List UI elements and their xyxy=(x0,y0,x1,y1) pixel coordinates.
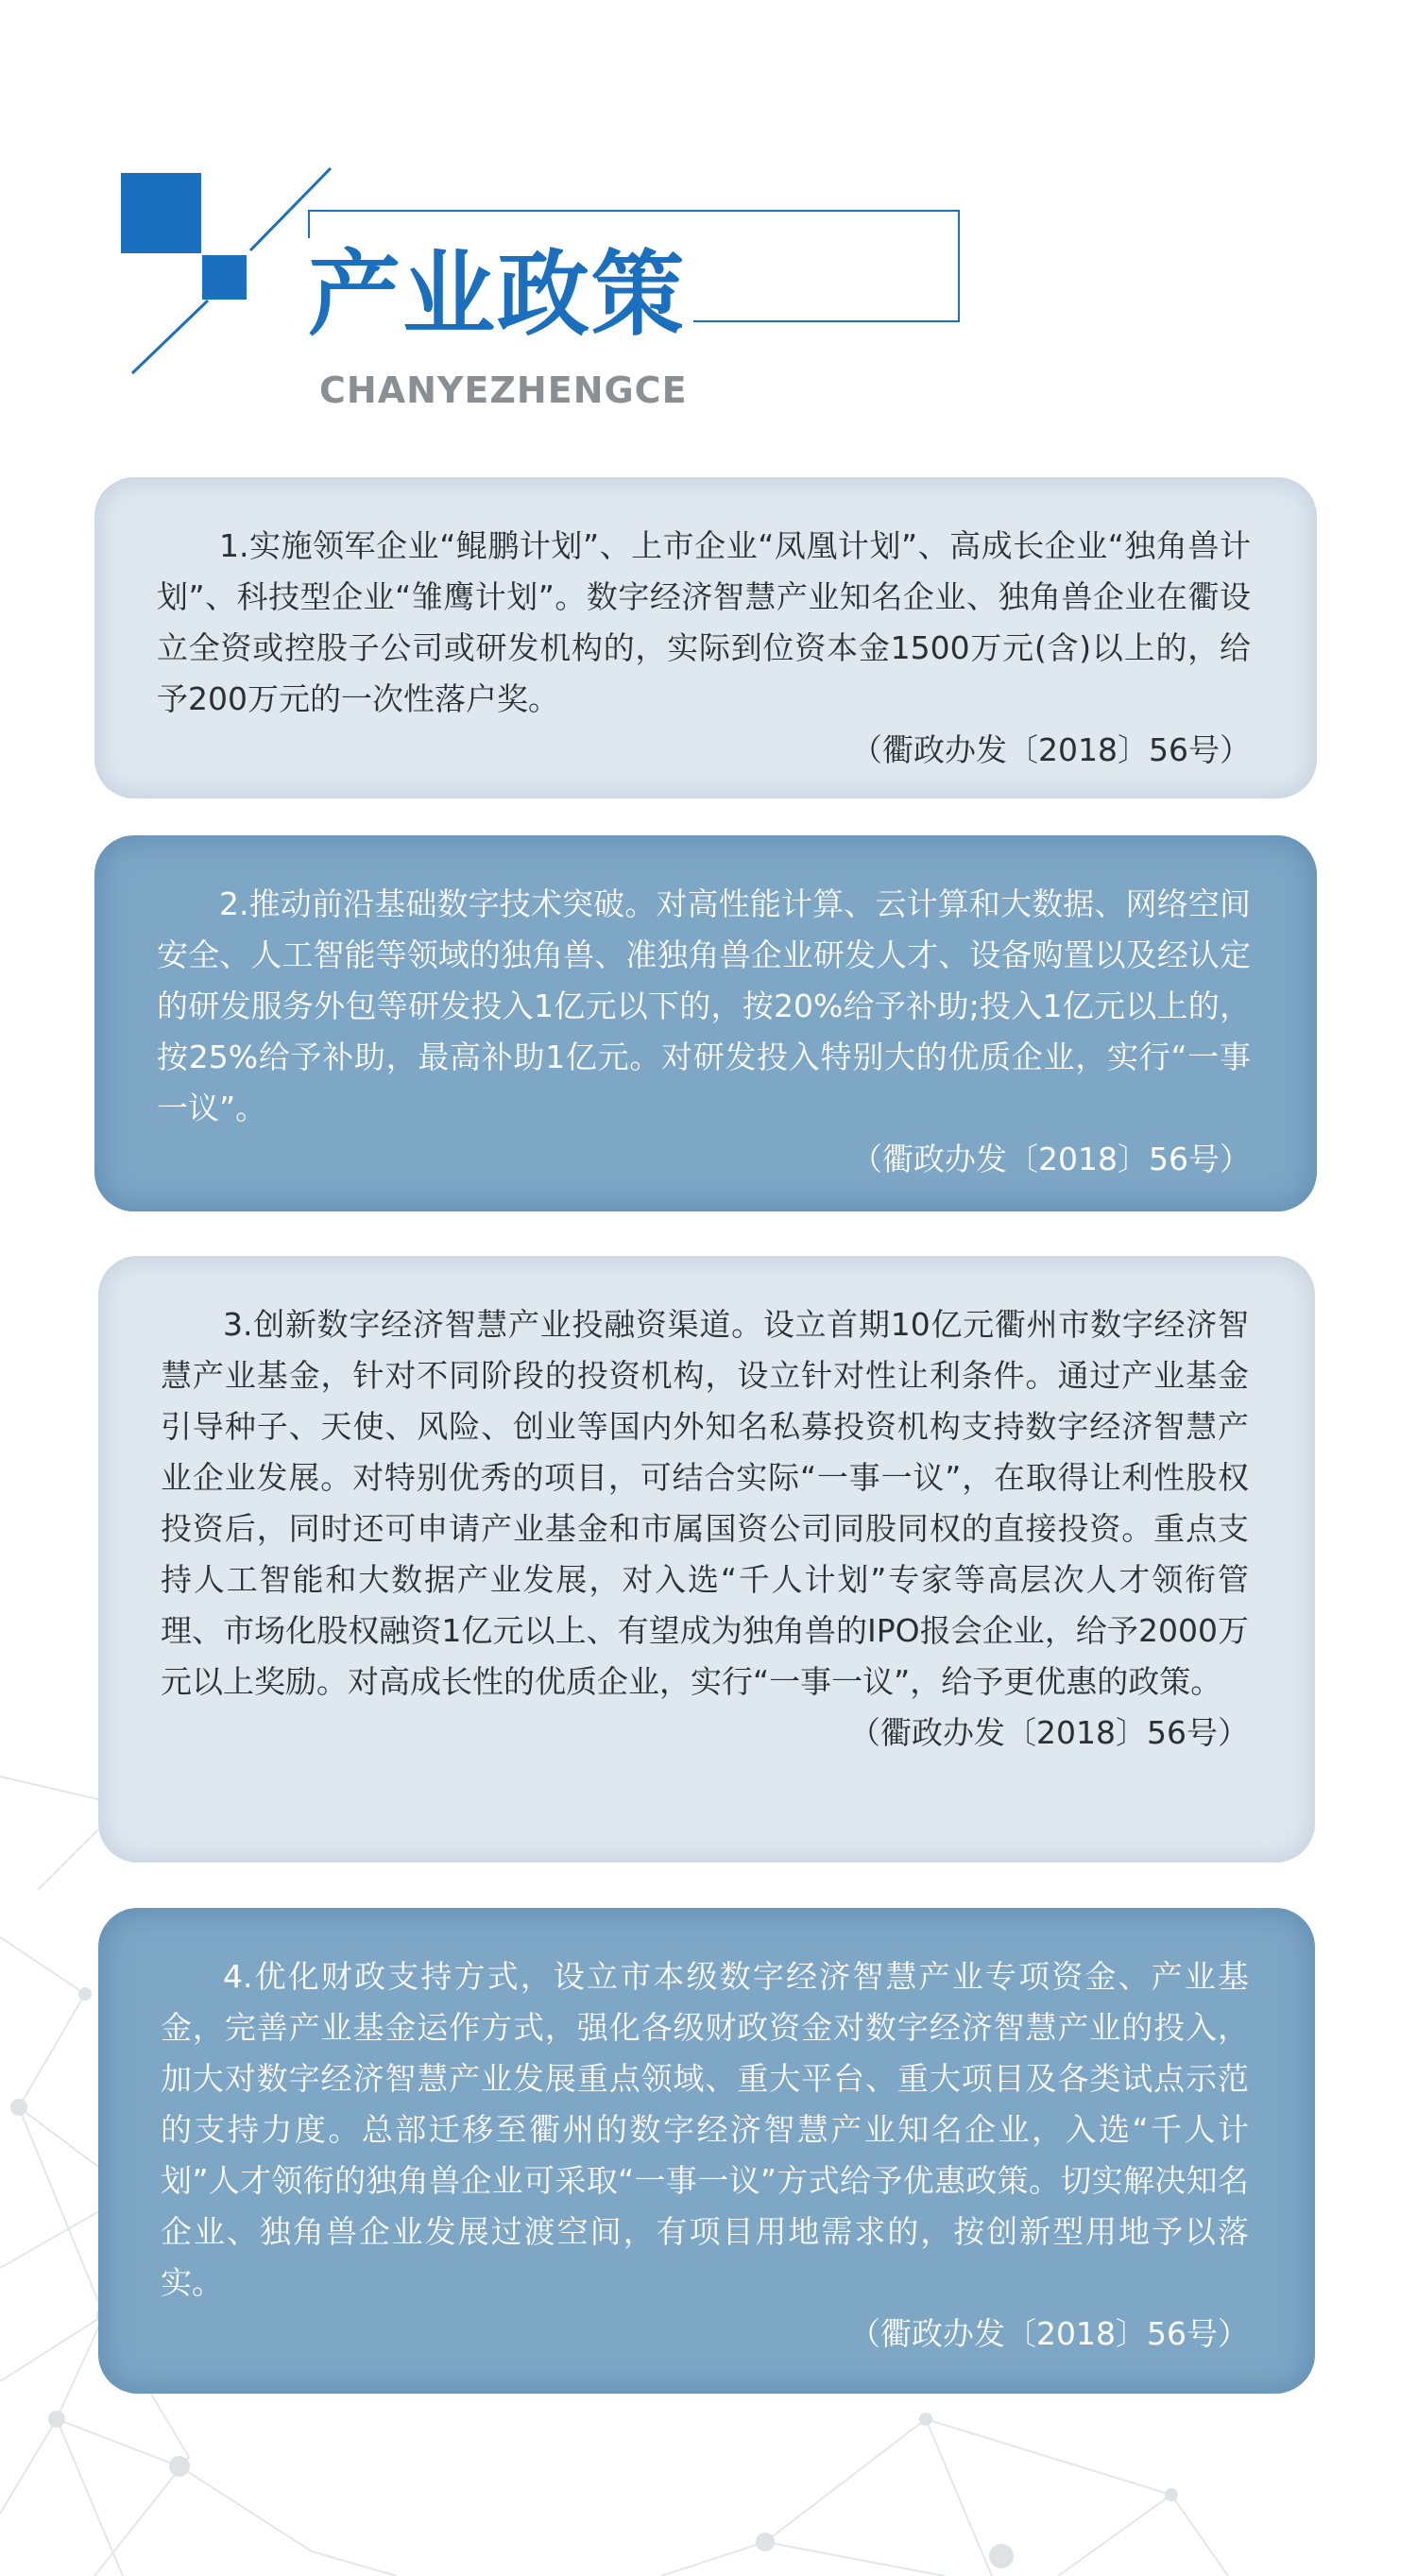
policy-text: 4.优化财政支持方式，设立市本级数字经济智慧产业专项资金、产业基金，完善产业基金运作方式，强化各级财政资金对数字经济智慧产业的投入，加大对数字经济智慧产业发展重点领域、重大平台、重大项目及各类试点示范的支持力度。总部迁移至衢州的数字经济智慧产业知名企业，入选“千人计划”人才领衔的独角兽企业可采取“一事一议”方式给予优惠政策。切实解决知名企业、独角兽企业发展过渡空间，有项目用地需求的，按创新型用地予以落实。 xyxy=(161,1958,1249,2301)
policy-source: （衢政办发〔2018〕56号） xyxy=(849,1714,1249,1751)
policy-card xyxy=(98,1908,1315,2394)
policy-card xyxy=(94,477,1317,799)
policy-card xyxy=(98,1256,1315,1863)
policy-text: 2.推动前沿基础数字技术突破。对高性能计算、云计算和大数据、网络空间安全、人工智能等领域的独角兽、准独角兽企业研发人才、设备购置以及经认定的研发服务外包等研发投入1亿元以下的，按20%给予补助;投入1亿元以上的，按25%给予补助，最高补助1亿元。对研发投入特别大的优质企业，实行“一事一议”。 xyxy=(157,885,1251,1126)
policy-source: （衢政办发〔2018〕56号） xyxy=(851,1141,1251,1177)
page-title: 产业政策 xyxy=(308,238,693,370)
policy-text: 3.创新数字经济智慧产业投融资渠道。设立首期10亿元衢州市数字经济智慧产业基金，针对不同阶段的投资机构，设立针对性让利条件。通过产业基金引导种子、天使、风险、创业等国内外知名私募投资机构支持数字经济智慧产业企业发展。对特别优秀的项目，可结合实际“一事一议”，在取得让利性股权投资后，同时还可申请产业基金和市属国资公司同股同权的直接投资。重点支持人工智能和大数据产业发展，对入选“千人计划”专家等高层次人才领衔管理、市场化股权融资1亿元以上、有望成为独角兽的IPO报会企业，给予2000万元以上奖励。对高成长性的优质企业，实行“一事一议”，给予更优惠的政策。 xyxy=(161,1306,1249,1700)
policy-card xyxy=(94,835,1317,1211)
policy-text: 1.实施领军企业“鲲鹏计划”、上市企业“凤凰计划”、高成长企业“独角兽计划”、科技型企业“雏鹰计划”。数字经济智慧产业知名企业、独角兽企业在衢设立全资或控股子公司或研发机构的，实际到位资本金1500万元(含)以上的，给予200万元的一次性落户奖。 xyxy=(157,527,1251,717)
policy-source: （衢政办发〔2018〕56号） xyxy=(851,731,1251,768)
section-header xyxy=(0,0,1417,444)
page-subtitle: CHANYEZHENGCE xyxy=(319,369,688,411)
policy-source: （衢政办发〔2018〕56号） xyxy=(849,2315,1249,2352)
